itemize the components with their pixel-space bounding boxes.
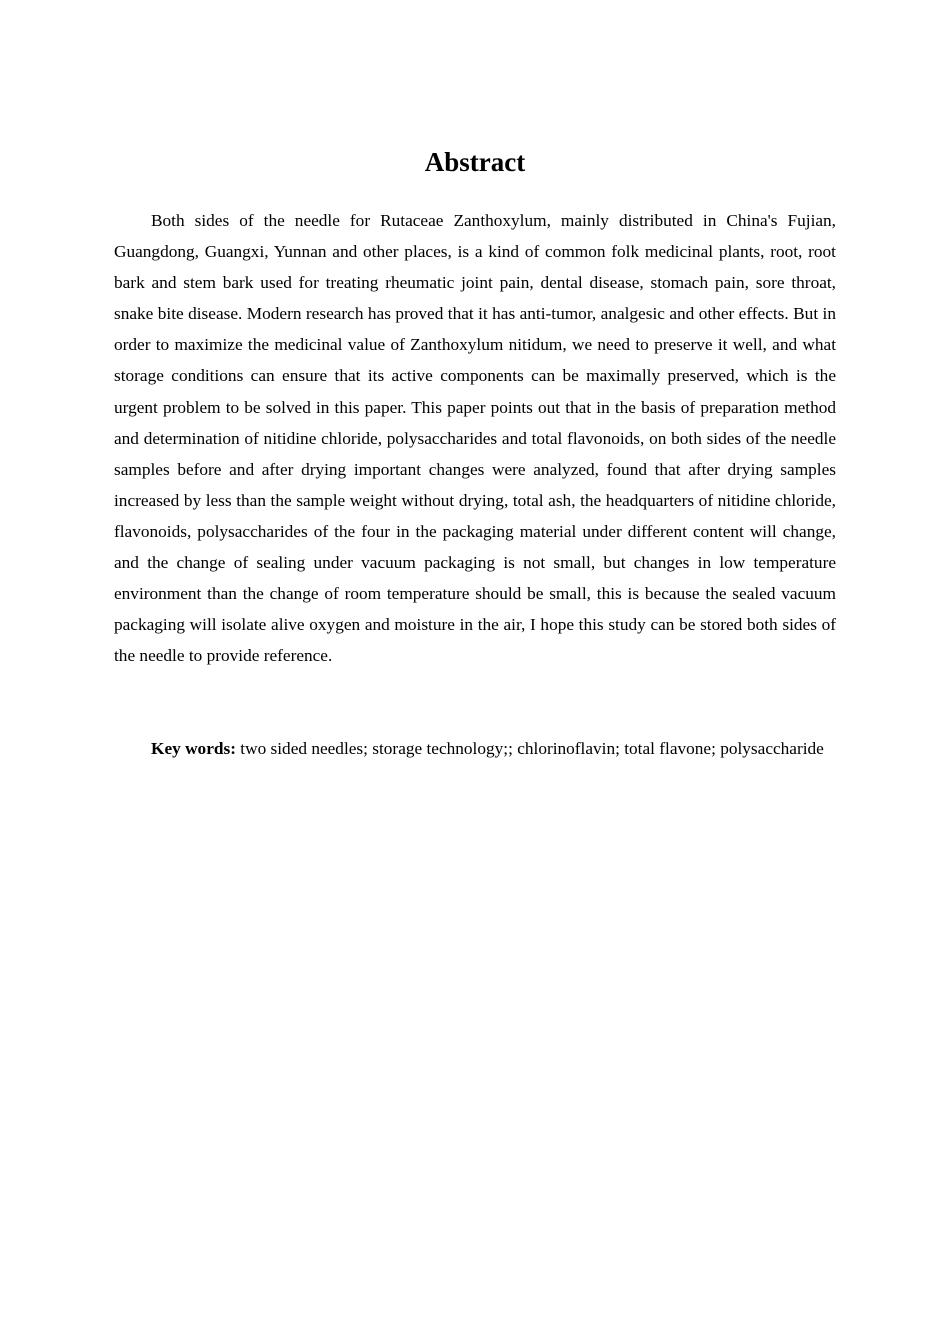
- abstract-paragraph: Both sides of the needle for Rutaceae Zanthoxylum, mainly distributed in China's Fujian, Guangdong, Guangxi, Yunnan and other places, is a kind of common folk medicinal plants, root, root bark and stem bark used for treating rheumatic joint pain, dental disease, stomach pain, sore throat, snake bite disease. Modern research has proved that it has anti-tumor, analgesic and other effects. But in order to maximize the medicinal value of Zanthoxylum nitidum, we need to preserve it well, and what storage conditions can ensure that its active components can be maximally preserved, which is the urgent problem to be solved in this paper. This paper points out that in the basis of preparation method and determination of nitidine chloride, polysaccharides and total flavonoids, on both sides of the needle samples before and after drying important changes were analyzed, found that after drying samples increased by less than the sample weight without drying, total ash, the headquarters of nitidine chloride, flavonoids, polysaccharides of the four in the packaging material under different content will change, and the change of sealing under vacuum packaging is not small, but changes in low temperature environment than the change of room temperature should be small, this is because the sealed vacuum packaging will isolate alive oxygen and moisture in the air, I hope this study can be stored both sides of the needle to provide reference.: [114, 211, 836, 666]
- keywords-label: Key words:: [151, 739, 236, 758]
- keywords-list: two sided needles; storage technology;; chlorinoflavin; total flavone; polysaccharide: [235, 739, 824, 758]
- keywords-paragraph: [114, 733, 836, 764]
- abstract-title: Abstract: [424, 147, 526, 177]
